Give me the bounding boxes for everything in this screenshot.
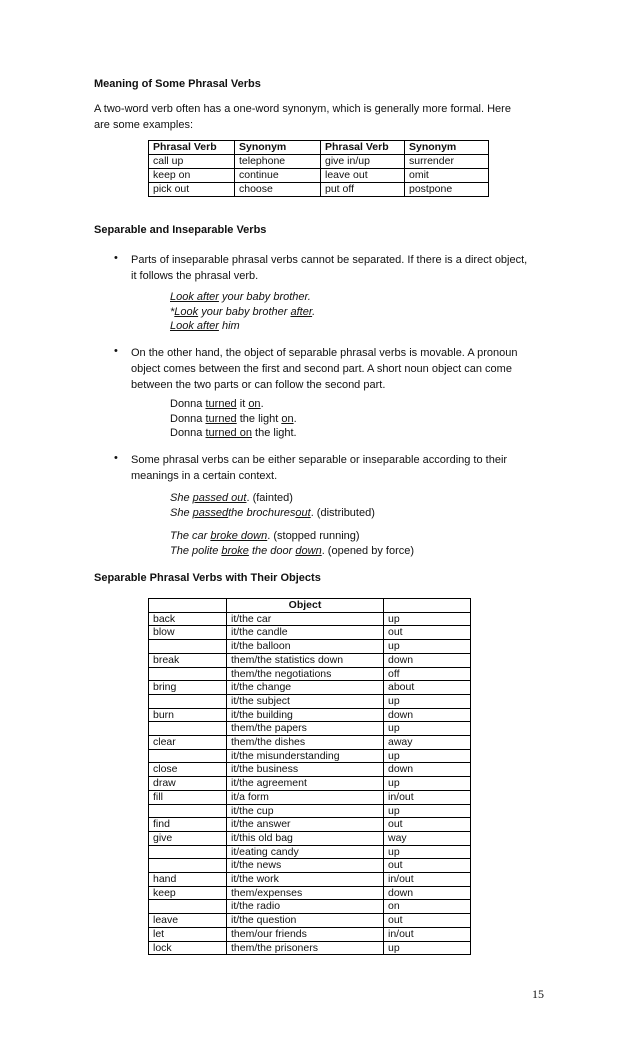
table-row bbox=[149, 886, 471, 900]
example-text: . (fainted) bbox=[246, 492, 293, 504]
header-cell: Phrasal Verb bbox=[321, 141, 405, 155]
table-row bbox=[149, 790, 471, 804]
table-cell: choose bbox=[235, 183, 321, 197]
header-cell: Synonym bbox=[235, 141, 321, 155]
verb-cell: back bbox=[149, 612, 227, 626]
particle-cell: up bbox=[384, 804, 471, 818]
phrasal-verb: turned bbox=[205, 412, 237, 425]
particle-cell: down bbox=[384, 653, 471, 667]
bullet-icon: • bbox=[114, 252, 118, 264]
phrasal-particle: out bbox=[295, 506, 311, 519]
table-row bbox=[149, 169, 489, 183]
example-block bbox=[170, 491, 375, 520]
table-row bbox=[149, 859, 471, 873]
table-row bbox=[149, 804, 471, 818]
particle-cell: out bbox=[384, 914, 471, 928]
verb-cell: burn bbox=[149, 708, 227, 722]
verb-cell: fill bbox=[149, 790, 227, 804]
particle-cell: down bbox=[384, 886, 471, 900]
verb-cell bbox=[149, 694, 227, 708]
phrasal-verb: Look after bbox=[170, 320, 219, 332]
table-cell: continue bbox=[235, 169, 321, 183]
particle-cell: about bbox=[384, 681, 471, 695]
table-row bbox=[149, 694, 471, 708]
example-line bbox=[170, 290, 315, 305]
verb-cell bbox=[149, 749, 227, 763]
object-cell: it/a form bbox=[227, 790, 384, 804]
verb-cell: blow bbox=[149, 626, 227, 640]
example-text: the brochures bbox=[228, 506, 296, 519]
table-header-row bbox=[149, 141, 489, 155]
phrasal-verb: Look after bbox=[170, 291, 219, 303]
table-row bbox=[149, 667, 471, 681]
header-cell: Phrasal Verb bbox=[149, 141, 235, 155]
object-cell: them/our friends bbox=[227, 927, 384, 941]
bullet-line: Parts of inseparable phrasal verbs cannot be separated. If there is a direct object, bbox=[131, 254, 528, 266]
table-cell: postpone bbox=[405, 183, 489, 197]
object-cell: it/the building bbox=[227, 708, 384, 722]
phrasal-verb: Look bbox=[174, 305, 199, 318]
bullet-paragraph bbox=[131, 452, 561, 484]
particle-cell: up bbox=[384, 612, 471, 626]
example-text: . bbox=[312, 305, 316, 318]
verb-cell: bring bbox=[149, 681, 227, 695]
object-cell: it/the business bbox=[227, 763, 384, 777]
table-row bbox=[149, 626, 471, 640]
table-row bbox=[149, 708, 471, 722]
particle-cell: out bbox=[384, 859, 471, 873]
example-block bbox=[170, 529, 414, 558]
intro-paragraph bbox=[94, 101, 564, 133]
table-row bbox=[149, 763, 471, 777]
example-text: Donna bbox=[170, 412, 206, 425]
object-cell: it/the answer bbox=[227, 818, 384, 832]
verb-cell bbox=[149, 640, 227, 654]
table-row bbox=[149, 640, 471, 654]
particle-cell: down bbox=[384, 763, 471, 777]
table-row bbox=[149, 653, 471, 667]
verb-cell: let bbox=[149, 927, 227, 941]
particle-cell: off bbox=[384, 667, 471, 681]
example-text: . (opened by force) bbox=[321, 544, 415, 557]
phrasal-verbs-table bbox=[148, 598, 471, 955]
table-row bbox=[149, 612, 471, 626]
object-cell: it/the news bbox=[227, 859, 384, 873]
object-cell: them/expenses bbox=[227, 886, 384, 900]
particle-cell: up bbox=[384, 722, 471, 736]
object-cell: it/the cup bbox=[227, 804, 384, 818]
object-cell: it/eating candy bbox=[227, 845, 384, 859]
particle-cell: away bbox=[384, 736, 471, 750]
table-cell: call up bbox=[149, 155, 235, 169]
particle-cell: out bbox=[384, 818, 471, 832]
object-cell: them/the prisoners bbox=[227, 941, 384, 955]
particle-cell: up bbox=[384, 777, 471, 791]
object-cell: it/the misunderstanding bbox=[227, 749, 384, 763]
example-line bbox=[170, 506, 375, 521]
example-line bbox=[170, 491, 375, 506]
verb-cell bbox=[149, 859, 227, 873]
phrasal-particle: down bbox=[295, 544, 322, 557]
object-cell: them/the papers bbox=[227, 722, 384, 736]
example-text: She bbox=[170, 506, 193, 519]
object-cell: it/the radio bbox=[227, 900, 384, 914]
object-cell: them/the statistics down bbox=[227, 653, 384, 667]
verb-cell bbox=[149, 667, 227, 681]
particle-cell: up bbox=[384, 941, 471, 955]
object-cell: them/the dishes bbox=[227, 736, 384, 750]
verb-cell bbox=[149, 900, 227, 914]
example-text: . (distributed) bbox=[310, 506, 375, 519]
object-cell: them/the negotiations bbox=[227, 667, 384, 681]
verb-cell: close bbox=[149, 763, 227, 777]
example-line bbox=[170, 544, 414, 559]
object-cell: it/the work bbox=[227, 873, 384, 887]
synonym-table bbox=[148, 140, 489, 197]
example-text: your baby brother. bbox=[218, 291, 311, 303]
table-cell: telephone bbox=[235, 155, 321, 169]
particle-cell: in/out bbox=[384, 927, 471, 941]
verb-cell: hand bbox=[149, 873, 227, 887]
table-row bbox=[149, 777, 471, 791]
particle-cell: on bbox=[384, 900, 471, 914]
bullet-icon: • bbox=[114, 452, 118, 464]
verb-cell: give bbox=[149, 831, 227, 845]
particle-cell: up bbox=[384, 694, 471, 708]
table-row bbox=[149, 845, 471, 859]
table-cell: omit bbox=[405, 169, 489, 183]
example-line bbox=[170, 319, 315, 334]
example-block bbox=[170, 290, 315, 334]
example-text: him bbox=[218, 320, 240, 332]
bullet-line: meanings in a certain context. bbox=[131, 470, 278, 482]
table-row bbox=[149, 722, 471, 736]
table-cell: pick out bbox=[149, 183, 235, 197]
object-cell: it/the question bbox=[227, 914, 384, 928]
example-line bbox=[170, 397, 297, 412]
section-heading-meaning: Meaning of Some Phrasal Verbs bbox=[94, 78, 261, 90]
example-line bbox=[170, 305, 315, 320]
example-text: it bbox=[236, 398, 249, 410]
intro-line: A two-word verb often has a one-word synonym, which is generally more formal. Here bbox=[94, 103, 511, 115]
verb-cell: break bbox=[149, 653, 227, 667]
table-cell: leave out bbox=[321, 169, 405, 183]
header-cell bbox=[149, 599, 227, 613]
example-text: the door bbox=[248, 544, 296, 557]
table-row bbox=[149, 736, 471, 750]
header-cell: Synonym bbox=[405, 141, 489, 155]
table-header-row bbox=[149, 599, 471, 613]
object-cell: it/the change bbox=[227, 681, 384, 695]
example-line bbox=[170, 529, 414, 544]
table-row bbox=[149, 831, 471, 845]
particle-cell: up bbox=[384, 749, 471, 763]
verb-cell: lock bbox=[149, 941, 227, 955]
table-row bbox=[149, 900, 471, 914]
bullet-line: between the two parts or can follow the second part. bbox=[131, 379, 386, 391]
table-cell: give in/up bbox=[321, 155, 405, 169]
phrasal-verb: turned on bbox=[205, 427, 252, 439]
example-text: your baby brother bbox=[198, 305, 291, 318]
object-cell: it/the balloon bbox=[227, 640, 384, 654]
example-text: * bbox=[170, 305, 175, 318]
object-cell: it/the car bbox=[227, 612, 384, 626]
phrasal-particle: on bbox=[281, 412, 294, 425]
bullet-line: it follows the phrasal verb. bbox=[131, 270, 259, 282]
phrasal-particle: on bbox=[248, 398, 261, 410]
table-row bbox=[149, 183, 489, 197]
table-cell: keep on bbox=[149, 169, 235, 183]
object-cell: it/this old bag bbox=[227, 831, 384, 845]
header-cell: Object bbox=[227, 599, 384, 613]
particle-cell: out bbox=[384, 626, 471, 640]
table-cell: put off bbox=[321, 183, 405, 197]
example-text: . bbox=[293, 412, 297, 425]
example-line bbox=[170, 412, 297, 427]
example-text: The car bbox=[170, 530, 211, 542]
table-row bbox=[149, 927, 471, 941]
phrasal-particle: after bbox=[290, 305, 313, 318]
example-text: . bbox=[260, 398, 264, 410]
bullet-line: object comes between the first and second part. A short noun object can come bbox=[131, 363, 512, 375]
table-row bbox=[149, 941, 471, 955]
example-text: . (stopped running) bbox=[267, 530, 360, 542]
bullet-line: Some phrasal verbs can be either separable or inseparable according to their bbox=[131, 454, 508, 466]
verb-cell bbox=[149, 722, 227, 736]
bullet-line: On the other hand, the object of separable phrasal verbs is movable. A pronoun bbox=[131, 347, 518, 359]
section-heading-objects: Separable Phrasal Verbs with Their Objects bbox=[94, 572, 321, 584]
intro-line: are some examples: bbox=[94, 119, 194, 131]
page-number: 15 bbox=[532, 987, 544, 1001]
phrasal-verb: passed out bbox=[192, 492, 247, 504]
table-row bbox=[149, 155, 489, 169]
verb-cell: find bbox=[149, 818, 227, 832]
bullet-paragraph bbox=[131, 252, 561, 284]
example-text: Donna bbox=[170, 427, 206, 439]
verb-cell bbox=[149, 804, 227, 818]
section-heading-separable: Separable and Inseparable Verbs bbox=[94, 224, 267, 236]
particle-cell: way bbox=[384, 831, 471, 845]
particle-cell: in/out bbox=[384, 790, 471, 804]
example-text: the light. bbox=[251, 427, 297, 439]
phrasal-verb: broke down bbox=[210, 530, 268, 542]
verb-cell: keep bbox=[149, 886, 227, 900]
particle-cell: down bbox=[384, 708, 471, 722]
object-cell: it/the candle bbox=[227, 626, 384, 640]
verb-cell: leave bbox=[149, 914, 227, 928]
phrasal-verb: passed bbox=[192, 506, 229, 519]
example-text: Donna bbox=[170, 398, 206, 410]
particle-cell: in/out bbox=[384, 873, 471, 887]
table-row bbox=[149, 818, 471, 832]
bullet-paragraph bbox=[131, 345, 561, 393]
example-block bbox=[170, 397, 297, 441]
object-cell: it/the subject bbox=[227, 694, 384, 708]
example-text: the light bbox=[236, 412, 282, 425]
header-cell bbox=[384, 599, 471, 613]
table-row bbox=[149, 873, 471, 887]
table-row bbox=[149, 749, 471, 763]
object-cell: it/the agreement bbox=[227, 777, 384, 791]
particle-cell: up bbox=[384, 845, 471, 859]
particle-cell: up bbox=[384, 640, 471, 654]
verb-cell: draw bbox=[149, 777, 227, 791]
example-text: She bbox=[170, 492, 193, 504]
table-row bbox=[149, 681, 471, 695]
example-text: The polite bbox=[170, 544, 222, 557]
phrasal-verb: broke bbox=[221, 544, 249, 557]
phrasal-verb: turned bbox=[205, 398, 237, 410]
table-cell: surrender bbox=[405, 155, 489, 169]
verb-cell: clear bbox=[149, 736, 227, 750]
example-line bbox=[170, 426, 297, 441]
bullet-icon: • bbox=[114, 345, 118, 357]
table-row bbox=[149, 914, 471, 928]
verb-cell bbox=[149, 845, 227, 859]
